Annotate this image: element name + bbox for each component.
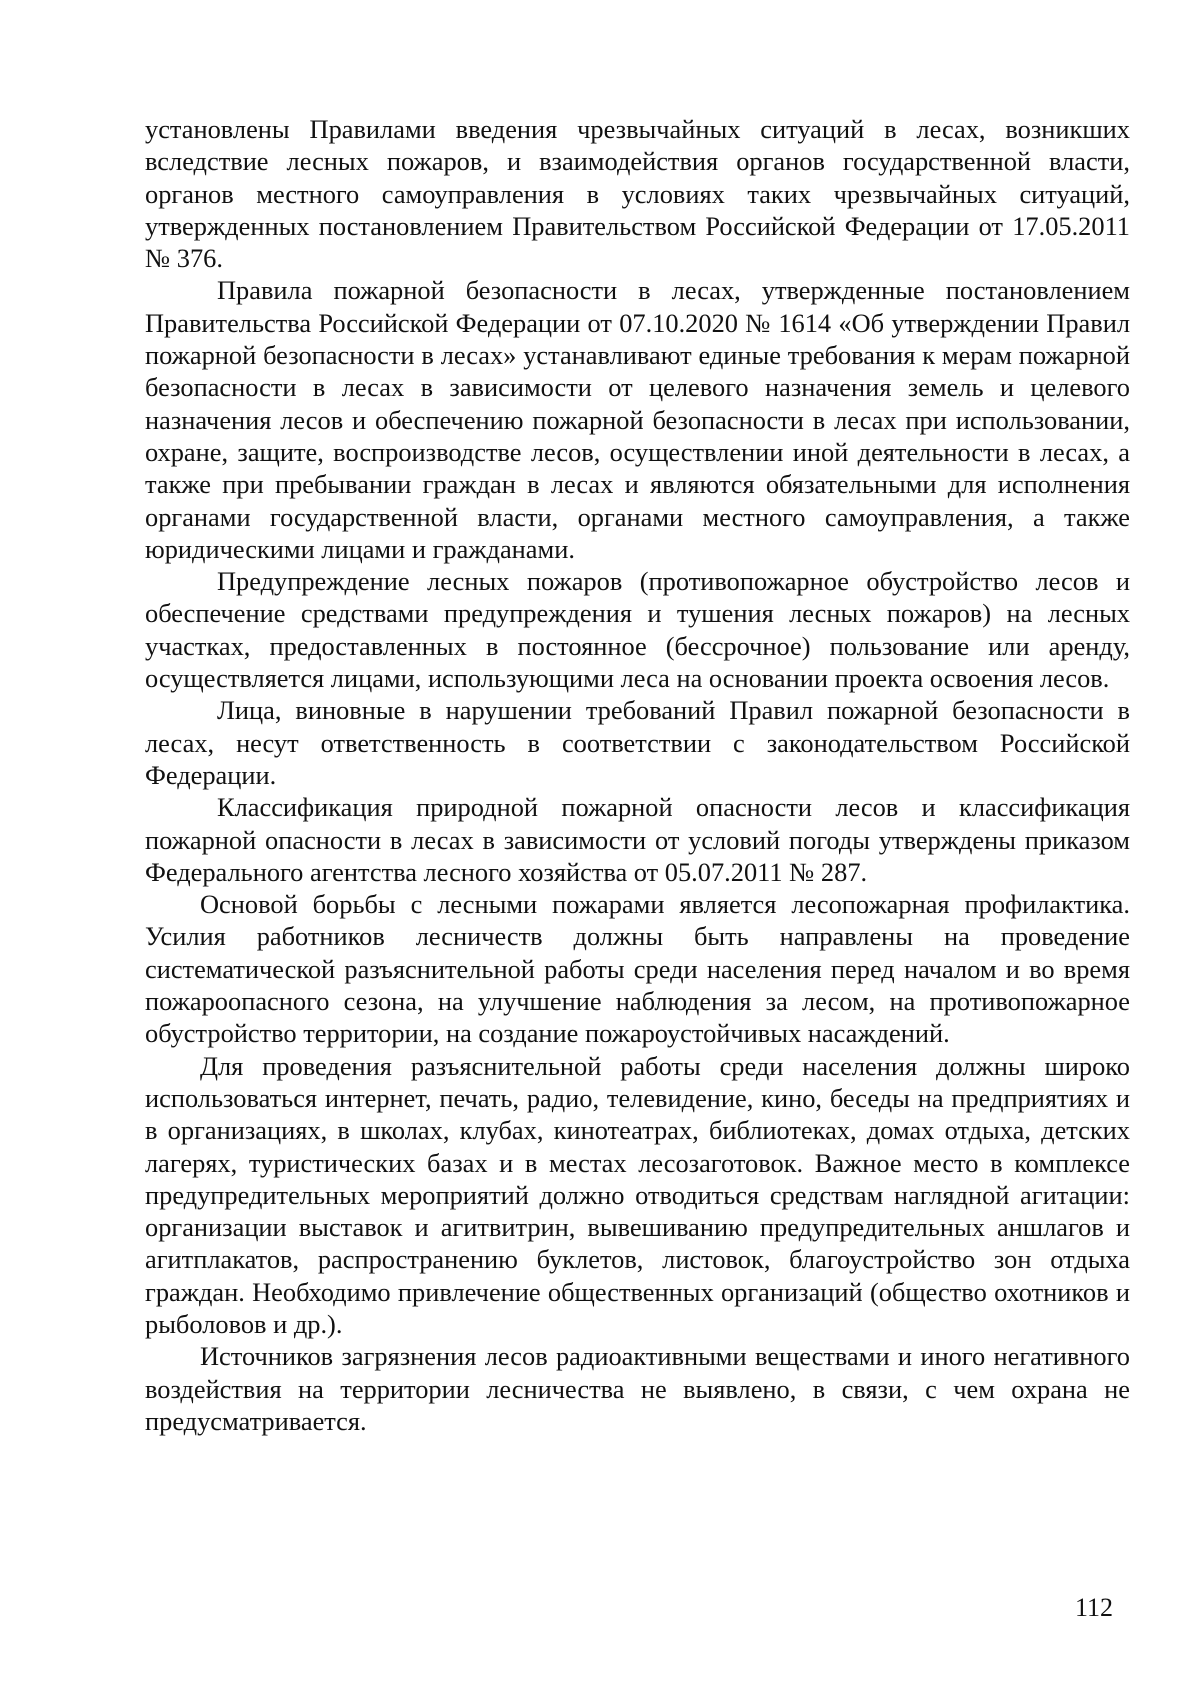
document-body <box>145 113 1130 1437</box>
paragraph-classification: Классификация природной пожарной опасности лесов и классификация пожарной опасности в лесах в зависимости от условий погоды утверждены приказом Федерального агентства лесного хозяйства от 05.07.2011 № 287. <box>145 792 1130 887</box>
paragraph-fire-safety-rules: Правила пожарной безопасности в лесах, утвержденные постановлением Правительства Российской Федерации от 07.10.2020 № 1614 «Об утверждении Правил пожарной безопасности в лесах» устанавливают единые требования к мерам пожарной безопасности в лесах в зависимости от целевого назначения земель и целевого назначения лесов и обеспечению пожарной безопасности в лесах при использовании, охране, защите, воспроизводстве лесов, осуществлении иной деятельности в лесах, а также при пребывании граждан в лесах и являются обязательными для исполнения органами государственной власти, органами местного самоуправления, а также юридическими лицами и гражданами. <box>145 275 1130 564</box>
paragraph-continuation: установлены Правилами введения чрезвычайных ситуаций в лесах, возникших вследствие лесных пожаров, и взаимодействия органов государственной власти, органов местного самоуправления в условиях таких чрезвычайных ситуаций, утвержденных постановлением Правительством Российской Федерации от 17.05.2011 № 376. <box>145 114 1130 274</box>
paragraph-liability: Лица, виновные в нарушении требований Правил пожарной безопасности в лесах, несут ответственность в соответствии с законодательством Российской Федерации. <box>145 695 1130 790</box>
paragraph-radioactive-contamination: Источников загрязнения лесов радиоактивными веществами и иного негативного воздействия на территории лесничества не выявлено, в связи, с чем охрана не предусматривается. <box>145 1341 1130 1436</box>
paragraph-fire-prevention: Предупреждение лесных пожаров (противопожарное обустройство лесов и обеспечение средствами предупреждения и тушения лесных пожаров) на лесных участках, предоставленных в постоянное (бессрочное) пользование или аренду, осуществляется лицами, использующими леса на основании проекта освоения лесов. <box>145 566 1130 694</box>
paragraph-outreach: Для проведения разъяснительной работы среди населения должны широко использоваться интернет, печать, радио, телевидение, кино, беседы на предприятиях и в организациях, в школах, клубах, кинотеатрах, библиотеках, домах отдыха, детских лагерях, туристических базах и в местах лесозаготовок. Важное место в комплексе предупредительных мероприятий должно отводиться средствам наглядной агитации: организации выставок и агитвитрин, вывешиванию предупредительных аншлагов и агитплакатов, распространению буклетов, листовок, благоустройство зон отдыха граждан. Необходимо привлечение общественных организаций (общество охотников и рыболовов и др.). <box>145 1050 1130 1339</box>
page-number: 112 <box>1075 1593 1114 1622</box>
paragraph-prophylaxis: Основой борьбы с лесными пожарами является лесопожарная профилактика. Усилия работников лесничеств должны быть направлены на проведение систематической разъяснительной работы среди населения перед началом и во время пожароопасного сезона, на улучшение наблюдения за лесом, на противопожарное обустройство территории, на создание пожароустойчивых насаждений. <box>145 889 1130 1049</box>
